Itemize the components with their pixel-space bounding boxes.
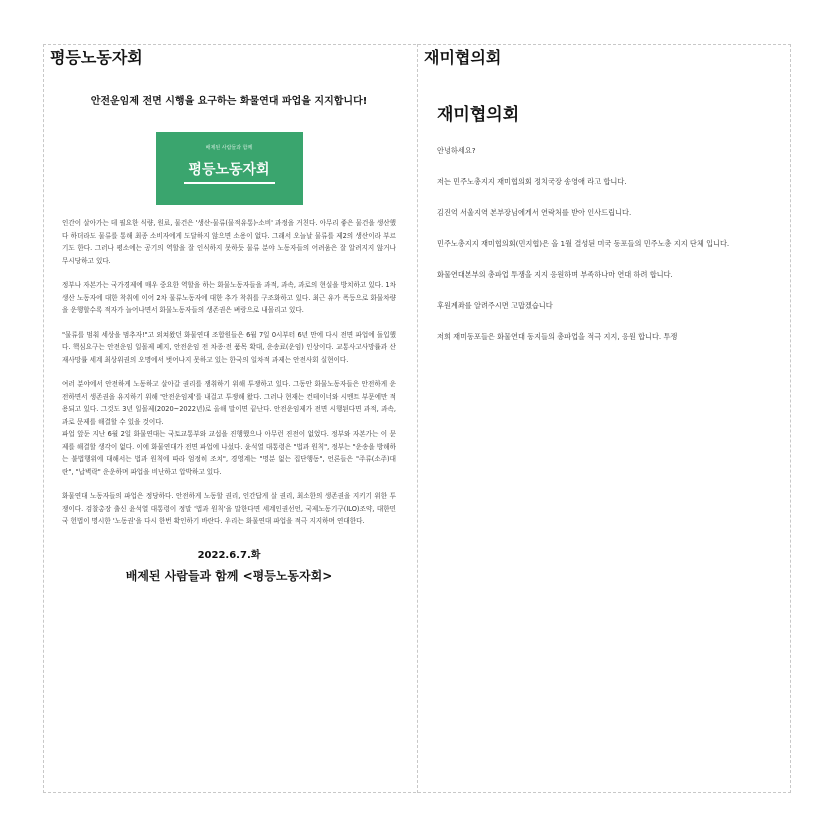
body-paragraph: 정부나 자본가는 국가경제에 매우 중요한 역할을 하는 화물노동자들을 과적, 과속, 과로의 현실을 방치하고 있다. 1차 생산 노동자에 대한 착취에 이어 2차 물류노동자에 대한 추가 착취를 구조화하고 있다. 최근 유가 폭등으로 화물차량을 운행할수록 적자가 늘어나면서 화물노동자들의 생존권은 벼랑으로 내몰리고 있다. xyxy=(62,281,396,314)
statement-date: 2022.6.7.화 xyxy=(197,549,261,561)
logo-tagline: 배제된 사람들과 함께 xyxy=(205,145,253,151)
document-title: 안전운임제 전면 시행을 요구하는 화물연대 파업을 지지합니다! xyxy=(90,96,368,107)
logo-name: 평등노동자회 xyxy=(188,162,270,178)
column-divider xyxy=(417,44,418,793)
message-line: 저는 민주노총지지 재미협의회 정치국장 송영애 라고 합니다. xyxy=(437,177,627,186)
message-line: 화물연대본부의 총파업 투쟁을 지지 응원하며 부족하나마 연대 하려 합니다. xyxy=(437,270,673,279)
logo-underline xyxy=(184,182,275,184)
message-line: 안녕하세요? xyxy=(437,146,476,155)
right-document xyxy=(437,100,777,362)
message-line: 저희 재미동포들은 화물연대 동지들의 총파업을 적극 지지, 응원 합니다. 투쟁 xyxy=(437,332,678,341)
statement-signature: 배제된 사람들과 함께 <평등노동자회> xyxy=(125,568,333,583)
message-line: 김진억 서울지역 본부장님에게서 연락처를 받아 인사드립니다. xyxy=(437,208,632,217)
body-paragraph: 여러 분야에서 안전하게 노동하고 살아갈 권리를 쟁취하기 위해 투쟁하고 있다. 그동안 화물노동자들은 안전하게 운전하면서 생존권을 유지하기 위해 '안전운임제'를 내걸고 투쟁해 왔다. 그러나 현재는 컨테이너와 시멘트 부문에만 적용되고 있다. 그것도 3년 일몰제(2020~2022년)로 올해 말이면 끝난다. 안전운임제가 전면 시행된다면 과적, 과속, 과로 문제를 해결할 수 있을 것이다. xyxy=(62,380,396,426)
body-paragraph: 인간이 살아가는 데 필요한 식량, 원료, 물건은 '생산-물류(물적유통)-소비' 과정을 거친다. 아무리 좋은 물건을 생산했다 하더라도 물류를 통해 최종 소비자에게 도달하지 않으면 소용이 없다. 그래서 오늘날 물류를 제2의 생산이라 부르기도 한다. 그러나 평소에는 공기의 역할을 잘 인식하지 못하듯 물류 분야 노동자들의 어려움은 잘 알려지지 않거나 무시당하고 있다. xyxy=(62,219,396,265)
right-heading: 재미협의회 xyxy=(437,105,520,125)
message-line: 후원계좌를 알려주시면 고맙겠습니다 xyxy=(437,301,553,310)
message-line: 민주노총지지 재미협의회(민지협)은 올 1월 결성된 미국 동포들의 민주노총 지지 단체 입니다. xyxy=(437,239,730,248)
body-paragraph: 화물연대 노동자들의 파업은 정당하다. 안전하게 노동할 권리, 인간답게 살 권리, 최소한의 생존권을 지키기 위한 투쟁이다. 검찰총장 출신 윤석열 대통령이 정말 '법과 원칙'을 말한다면 세계인권선언, 국제노동기구(ILO)조약, 대한민국 헌법이 명시한 '노동권'을 다시 한번 확인하기 바란다. 우리는 화물연대 파업을 적극 지지하며 연대한다. xyxy=(62,492,396,525)
left-column-header: 평등노동자회 xyxy=(50,48,143,67)
organization-logo xyxy=(156,132,303,205)
body-paragraph: 파업 앞둔 지난 6월 2일 화물연대는 국토교통부와 교섭을 진행했으나 아무런 진전이 없었다. 정부와 자본가는 이 문제를 해결할 생각이 없다. 이에 화물연대가 전면 파업에 나섰다. 윤석열 대통령은 "법과 원칙", 정부는 "운송을 방해하는 불법행위에 대해서는 법과 원칙에 따라 엄정히 조치", 경영계는 "명분 없는 집단행동", 언론들은 "주류(소주)대란", "납벽락" 운운하며 파업을 비난하고 압박하고 있다. xyxy=(62,430,396,476)
left-document xyxy=(62,92,396,584)
body-paragraph: "물류를 멈춰 세상을 멈추자!"고 외쳐왔던 화물연대 조합원들은 6월 7일 0시부터 6년 만에 다시 전면 파업에 돌입했다. 핵심요구는 안전운임 일몰제 폐지, 안전운임 전 차종·전 품목 확대, 운송료(운임) 인상이다. 교통사고사망률과 산재사망률 세계 최상위권의 오명에서 벗어나지 못하고 있는 한국의 일차적 과제는 안전사회 실현이다. xyxy=(62,330,396,364)
right-column-header: 재미협의회 xyxy=(424,48,502,67)
